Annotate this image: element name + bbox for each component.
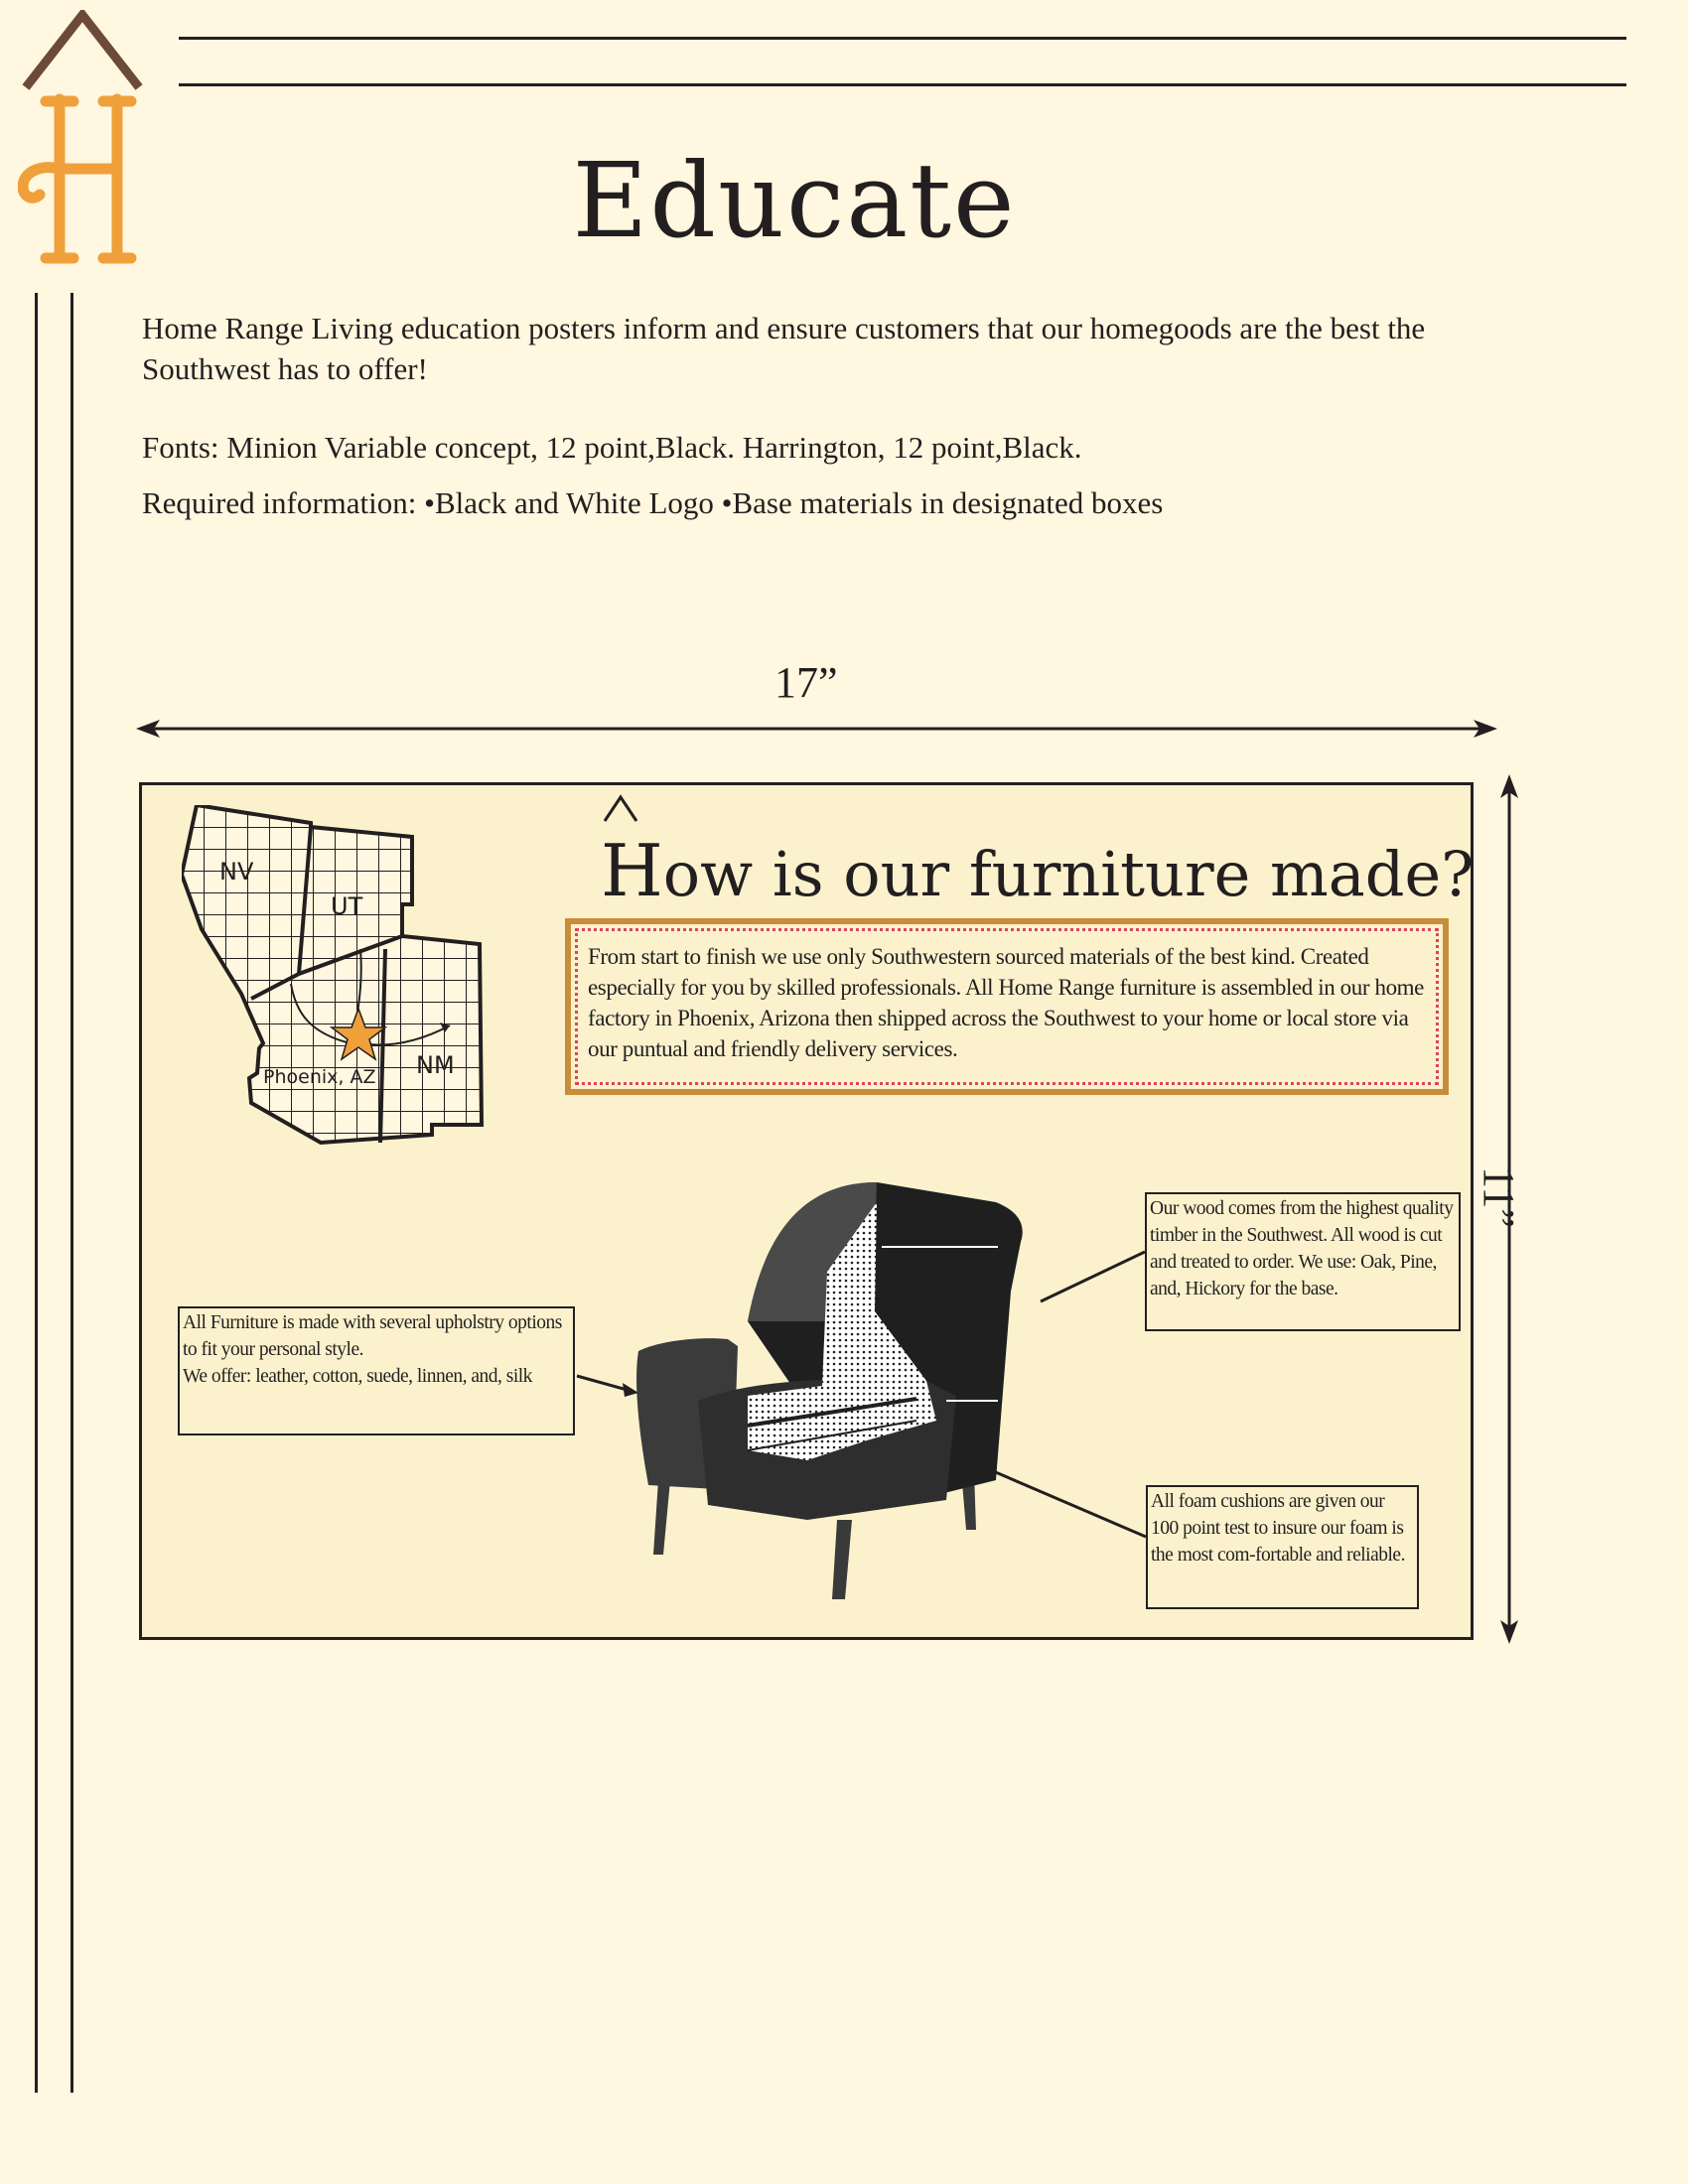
leader-upholstery bbox=[577, 1376, 631, 1391]
top-rule-1 bbox=[179, 37, 1626, 40]
intro-paragraph: Home Range Living education posters inform and ensure customers that our homegoods are the best the Southwest has to offer! bbox=[142, 311, 1426, 386]
callout-foam-text: All foam cushions are given our 100 point test to insure our foam is the most com-fortable and reliable. bbox=[1151, 1491, 1405, 1566]
leader-wood bbox=[1041, 1252, 1145, 1301]
left-rule-2 bbox=[70, 293, 73, 2093]
leader-foam bbox=[991, 1470, 1146, 1537]
height-label: 11” bbox=[1475, 1166, 1523, 1228]
fonts-line: Fonts: Minion Variable concept, 12 point,Black. Harrington, 12 point,Black. bbox=[142, 430, 1082, 465]
left-rule-1 bbox=[35, 293, 38, 2093]
top-rule-2 bbox=[179, 83, 1626, 86]
required-line: Required information: •Black and White Logo •Base materials in designated boxes bbox=[142, 485, 1164, 520]
poster-heading-rest: ow is our furniture made? bbox=[662, 838, 1475, 910]
callout-upholstery-text-1: All Furniture is made with several upholstry options to fit your personal style. bbox=[183, 1312, 562, 1360]
callout-wood-text: Our wood comes from the highest quality timber in the Southwest. All wood is cut and treated to order. We use: Oak, Pine, and, Hickory for the base. bbox=[1150, 1198, 1454, 1299]
width-arrow bbox=[134, 717, 1499, 741]
map-label-phoenix: Phoenix, AZ bbox=[263, 1066, 376, 1088]
width-label: 17” bbox=[774, 658, 838, 707]
poster-panel bbox=[139, 782, 1474, 1640]
callout-leader-lines bbox=[142, 785, 1473, 1639]
page-title: Educate bbox=[572, 140, 1017, 261]
callout-upholstery-text-2: We offer: leather, cotton, suede, linnen, and, silk bbox=[183, 1366, 532, 1387]
map-label-nv: NV bbox=[219, 858, 254, 886]
map-label-nm: NM bbox=[416, 1051, 455, 1079]
poster-heading-initial: H bbox=[601, 829, 663, 912]
map-label-ut: UT bbox=[331, 892, 363, 920]
poster-intro-text: From start to finish we use only Southwestern sourced materials of the best kind. Created especially for you by skilled professionals. All Home Range furniture is assembled in our home factory in Phoenix, Arizona then shipped across the Southwest to your home or local store via our puntual and friendly delivery services. bbox=[575, 928, 1439, 1085]
